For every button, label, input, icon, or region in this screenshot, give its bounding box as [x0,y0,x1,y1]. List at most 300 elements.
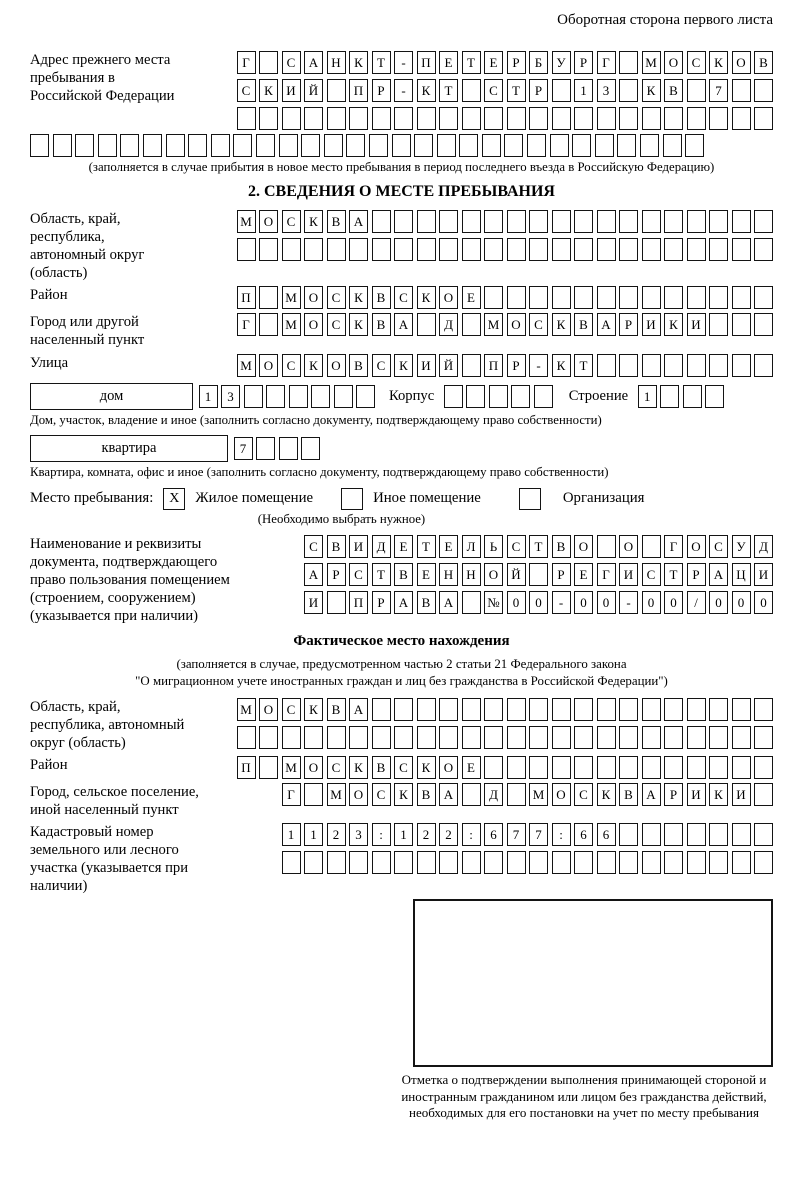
char-cell[interactable] [642,756,661,779]
char-cell[interactable] [372,238,391,261]
char-cell[interactable]: М [642,51,661,74]
char-cell[interactable] [439,238,458,261]
char-cell[interactable]: Ц [732,563,751,586]
char-cell[interactable]: Й [304,79,323,102]
char-cell[interactable] [529,851,548,874]
char-cell[interactable]: 6 [574,823,593,846]
char-cell[interactable] [597,354,616,377]
char-cell[interactable]: О [259,354,278,377]
char-cell[interactable] [529,726,548,749]
char-cell[interactable]: И [687,313,706,336]
char-cell[interactable]: П [349,79,368,102]
char-cell[interactable]: Р [529,79,548,102]
char-cell[interactable] [574,726,593,749]
char-cell[interactable] [552,756,571,779]
char-cell[interactable]: С [574,783,593,806]
char-cell[interactable]: У [732,535,751,558]
char-cell[interactable] [642,851,661,874]
char-cell[interactable] [619,756,638,779]
char-cell[interactable]: М [484,313,503,336]
char-cell[interactable] [572,134,591,157]
char-cell[interactable] [754,726,773,749]
char-cell[interactable]: Г [597,563,616,586]
char-cell[interactable] [324,134,343,157]
char-cell[interactable] [301,134,320,157]
char-cell[interactable] [282,107,301,130]
char-cell[interactable]: Ь [484,535,503,558]
char-cell[interactable] [683,385,702,408]
char-cell[interactable]: 7 [234,437,253,460]
char-cell[interactable] [504,134,523,157]
char-cell[interactable]: 0 [732,591,751,614]
char-cell[interactable] [53,134,72,157]
char-cell[interactable] [439,107,458,130]
char-cell[interactable] [439,726,458,749]
char-cell[interactable]: К [304,354,323,377]
char-cell[interactable] [687,286,706,309]
house-type-box[interactable]: дом [30,383,193,410]
char-cell[interactable]: Р [619,313,638,336]
char-cell[interactable] [660,385,679,408]
char-cell[interactable] [732,851,751,874]
char-cell[interactable]: С [687,51,706,74]
char-cell[interactable]: Б [529,51,548,74]
char-cell[interactable] [507,783,526,806]
char-cell[interactable] [507,698,526,721]
char-cell[interactable] [484,107,503,130]
char-cell[interactable]: О [304,313,323,336]
char-cell[interactable] [574,238,593,261]
char-cell[interactable] [417,210,436,233]
char-cell[interactable] [511,385,530,408]
char-cell[interactable]: - [619,591,638,614]
char-cell[interactable] [642,238,661,261]
char-cell[interactable] [356,385,375,408]
char-cell[interactable] [597,698,616,721]
char-cell[interactable]: 1 [638,385,657,408]
char-cell[interactable] [417,107,436,130]
char-cell[interactable]: В [619,783,638,806]
char-cell[interactable] [534,385,553,408]
char-cell[interactable]: 3 [221,385,240,408]
char-cell[interactable]: 0 [574,591,593,614]
char-cell[interactable] [754,79,773,102]
char-cell[interactable] [619,79,638,102]
char-cell[interactable] [459,134,478,157]
char-cell[interactable]: Е [394,535,413,558]
char-cell[interactable]: А [394,591,413,614]
char-cell[interactable]: К [417,79,436,102]
char-cell[interactable] [529,756,548,779]
char-cell[interactable] [597,756,616,779]
char-cell[interactable] [256,134,275,157]
char-cell[interactable]: В [417,783,436,806]
char-cell[interactable] [349,726,368,749]
char-cell[interactable] [597,851,616,874]
char-cell[interactable]: С [282,354,301,377]
char-cell[interactable] [439,210,458,233]
char-cell[interactable] [484,238,503,261]
char-cell[interactable] [462,726,481,749]
char-cell[interactable] [664,238,683,261]
char-cell[interactable] [327,591,346,614]
char-cell[interactable] [642,726,661,749]
char-cell[interactable] [484,698,503,721]
char-cell[interactable]: В [552,535,571,558]
char-cell[interactable]: № [484,591,503,614]
char-cell[interactable] [392,134,411,157]
char-cell[interactable]: А [304,563,323,586]
char-cell[interactable]: В [664,79,683,102]
char-cell[interactable] [687,756,706,779]
char-cell[interactable]: В [754,51,773,74]
char-cell[interactable]: П [237,756,256,779]
char-cell[interactable]: О [552,783,571,806]
char-cell[interactable]: Р [507,51,526,74]
char-cell[interactable]: 0 [664,591,683,614]
char-cell[interactable]: 1 [304,823,323,846]
char-cell[interactable] [574,698,593,721]
char-cell[interactable]: А [709,563,728,586]
char-cell[interactable] [259,286,278,309]
char-cell[interactable] [143,134,162,157]
char-cell[interactable] [394,851,413,874]
char-cell[interactable] [482,134,501,157]
char-cell[interactable]: О [619,535,638,558]
char-cell[interactable] [259,726,278,749]
char-cell[interactable]: Т [529,535,548,558]
char-cell[interactable]: - [552,591,571,614]
char-cell[interactable] [304,726,323,749]
char-cell[interactable]: : [552,823,571,846]
char-cell[interactable]: В [349,354,368,377]
char-cell[interactable]: Р [687,563,706,586]
char-cell[interactable]: Т [507,79,526,102]
char-cell[interactable] [709,726,728,749]
char-cell[interactable] [619,726,638,749]
char-cell[interactable] [664,698,683,721]
char-cell[interactable] [619,286,638,309]
char-cell[interactable]: Д [484,783,503,806]
char-cell[interactable]: К [304,698,323,721]
char-cell[interactable]: С [394,286,413,309]
char-cell[interactable] [709,823,728,846]
char-cell[interactable]: В [394,563,413,586]
char-cell[interactable]: 0 [507,591,526,614]
char-cell[interactable]: К [552,354,571,377]
stay-option-organization-checkbox[interactable] [519,488,541,510]
char-cell[interactable]: А [394,313,413,336]
char-cell[interactable]: Е [439,51,458,74]
char-cell[interactable] [489,385,508,408]
char-cell[interactable] [507,238,526,261]
char-cell[interactable]: К [394,783,413,806]
char-cell[interactable]: О [259,698,278,721]
char-cell[interactable]: С [709,535,728,558]
char-cell[interactable] [462,783,481,806]
char-cell[interactable]: О [687,535,706,558]
char-cell[interactable]: К [417,756,436,779]
char-cell[interactable] [437,134,456,157]
char-cell[interactable]: Н [439,563,458,586]
char-cell[interactable] [462,79,481,102]
char-cell[interactable] [597,286,616,309]
char-cell[interactable] [754,783,773,806]
char-cell[interactable]: Е [417,563,436,586]
char-cell[interactable] [527,134,546,157]
char-cell[interactable]: В [372,286,391,309]
char-cell[interactable] [705,385,724,408]
char-cell[interactable]: А [349,698,368,721]
char-cell[interactable]: 6 [484,823,503,846]
char-cell[interactable]: А [304,51,323,74]
char-cell[interactable]: И [417,354,436,377]
apartment-type-box[interactable]: квартира [30,435,228,462]
char-cell[interactable] [642,107,661,130]
char-cell[interactable]: Г [282,783,301,806]
char-cell[interactable]: Л [462,535,481,558]
char-cell[interactable]: Т [439,79,458,102]
char-cell[interactable] [188,134,207,157]
char-cell[interactable] [619,851,638,874]
char-cell[interactable] [394,698,413,721]
char-cell[interactable] [664,210,683,233]
char-cell[interactable] [709,210,728,233]
char-cell[interactable]: С [484,79,503,102]
char-cell[interactable]: Р [372,79,391,102]
char-cell[interactable] [595,134,614,157]
char-cell[interactable] [349,851,368,874]
char-cell[interactable]: Т [462,51,481,74]
char-cell[interactable] [507,726,526,749]
char-cell[interactable] [327,851,346,874]
char-cell[interactable]: К [642,79,661,102]
char-cell[interactable]: К [664,313,683,336]
char-cell[interactable] [642,286,661,309]
char-cell[interactable] [687,238,706,261]
char-cell[interactable]: С [327,286,346,309]
char-cell[interactable] [327,107,346,130]
char-cell[interactable]: 2 [417,823,436,846]
char-cell[interactable] [709,756,728,779]
char-cell[interactable] [259,313,278,336]
char-cell[interactable] [687,354,706,377]
char-cell[interactable] [394,107,413,130]
char-cell[interactable] [574,210,593,233]
char-cell[interactable] [529,238,548,261]
char-cell[interactable]: С [642,563,661,586]
char-cell[interactable] [664,756,683,779]
char-cell[interactable] [259,238,278,261]
char-cell[interactable] [462,591,481,614]
char-cell[interactable] [732,286,751,309]
char-cell[interactable]: К [552,313,571,336]
char-cell[interactable]: К [417,286,436,309]
char-cell[interactable] [484,756,503,779]
char-cell[interactable]: Р [574,51,593,74]
char-cell[interactable]: К [304,210,323,233]
char-cell[interactable] [256,437,275,460]
char-cell[interactable]: И [619,563,638,586]
char-cell[interactable] [619,823,638,846]
char-cell[interactable]: В [372,313,391,336]
char-cell[interactable]: К [394,354,413,377]
char-cell[interactable] [30,134,49,157]
char-cell[interactable] [484,210,503,233]
char-cell[interactable] [304,107,323,130]
char-cell[interactable] [237,238,256,261]
char-cell[interactable] [462,107,481,130]
char-cell[interactable]: С [237,79,256,102]
char-cell[interactable]: 2 [439,823,458,846]
char-cell[interactable] [282,726,301,749]
char-cell[interactable]: Р [372,591,391,614]
char-cell[interactable] [732,313,751,336]
char-cell[interactable] [687,851,706,874]
char-cell[interactable] [334,385,353,408]
char-cell[interactable] [417,851,436,874]
char-cell[interactable] [237,107,256,130]
stay-option-other-premises-checkbox[interactable] [341,488,363,510]
char-cell[interactable] [529,698,548,721]
char-cell[interactable]: Е [462,756,481,779]
char-cell[interactable] [244,385,263,408]
char-cell[interactable] [372,107,391,130]
char-cell[interactable] [507,851,526,874]
char-cell[interactable]: К [349,756,368,779]
char-cell[interactable] [732,107,751,130]
char-cell[interactable] [98,134,117,157]
char-cell[interactable] [75,134,94,157]
char-cell[interactable] [279,134,298,157]
char-cell[interactable]: О [349,783,368,806]
char-cell[interactable] [552,79,571,102]
char-cell[interactable] [754,210,773,233]
char-cell[interactable]: : [372,823,391,846]
char-cell[interactable]: Т [664,563,683,586]
char-cell[interactable] [507,210,526,233]
char-cell[interactable] [462,851,481,874]
char-cell[interactable]: С [372,783,391,806]
char-cell[interactable]: О [439,286,458,309]
char-cell[interactable]: П [417,51,436,74]
char-cell[interactable] [259,107,278,130]
char-cell[interactable] [642,698,661,721]
char-cell[interactable] [664,851,683,874]
char-cell[interactable] [642,354,661,377]
char-cell[interactable]: Т [372,51,391,74]
char-cell[interactable]: О [507,313,526,336]
char-cell[interactable]: О [304,286,323,309]
char-cell[interactable]: И [304,591,323,614]
char-cell[interactable]: О [574,535,593,558]
char-cell[interactable] [754,823,773,846]
char-cell[interactable] [289,385,308,408]
char-cell[interactable] [709,313,728,336]
char-cell[interactable] [597,238,616,261]
char-cell[interactable] [732,354,751,377]
char-cell[interactable] [369,134,388,157]
char-cell[interactable] [552,238,571,261]
char-cell[interactable]: П [484,354,503,377]
char-cell[interactable] [552,210,571,233]
char-cell[interactable]: Р [507,354,526,377]
char-cell[interactable]: Р [664,783,683,806]
char-cell[interactable] [709,286,728,309]
char-cell[interactable] [642,535,661,558]
char-cell[interactable] [597,210,616,233]
char-cell[interactable] [642,823,661,846]
char-cell[interactable]: - [394,79,413,102]
char-cell[interactable] [552,286,571,309]
char-cell[interactable] [732,698,751,721]
char-cell[interactable] [640,134,659,157]
char-cell[interactable]: Й [439,354,458,377]
char-cell[interactable] [372,210,391,233]
char-cell[interactable] [552,107,571,130]
char-cell[interactable]: - [529,354,548,377]
char-cell[interactable] [529,563,548,586]
char-cell[interactable] [574,756,593,779]
char-cell[interactable]: В [574,313,593,336]
char-cell[interactable]: К [597,783,616,806]
char-cell[interactable] [462,210,481,233]
char-cell[interactable] [754,756,773,779]
char-cell[interactable] [574,286,593,309]
char-cell[interactable] [619,354,638,377]
char-cell[interactable] [301,437,320,460]
char-cell[interactable] [484,286,503,309]
char-cell[interactable]: С [507,535,526,558]
char-cell[interactable]: М [237,210,256,233]
char-cell[interactable]: К [349,51,368,74]
char-cell[interactable] [709,698,728,721]
char-cell[interactable]: К [349,286,368,309]
char-cell[interactable] [304,783,323,806]
char-cell[interactable] [664,107,683,130]
char-cell[interactable]: П [237,286,256,309]
char-cell[interactable] [529,107,548,130]
char-cell[interactable] [552,698,571,721]
char-cell[interactable] [529,286,548,309]
char-cell[interactable]: И [732,783,751,806]
char-cell[interactable] [754,107,773,130]
char-cell[interactable]: А [597,313,616,336]
char-cell[interactable] [664,726,683,749]
char-cell[interactable] [754,698,773,721]
char-cell[interactable]: 1 [199,385,218,408]
char-cell[interactable] [311,385,330,408]
char-cell[interactable]: П [349,591,368,614]
char-cell[interactable]: Р [552,563,571,586]
char-cell[interactable] [282,238,301,261]
char-cell[interactable]: 1 [394,823,413,846]
char-cell[interactable]: 3 [349,823,368,846]
char-cell[interactable]: С [282,51,301,74]
char-cell[interactable] [466,385,485,408]
char-cell[interactable]: У [552,51,571,74]
char-cell[interactable] [439,698,458,721]
char-cell[interactable]: С [394,756,413,779]
char-cell[interactable]: В [327,698,346,721]
char-cell[interactable] [687,823,706,846]
char-cell[interactable] [484,851,503,874]
char-cell[interactable] [259,51,278,74]
char-cell[interactable]: Т [372,563,391,586]
char-cell[interactable]: О [664,51,683,74]
char-cell[interactable] [617,134,636,157]
char-cell[interactable] [372,851,391,874]
